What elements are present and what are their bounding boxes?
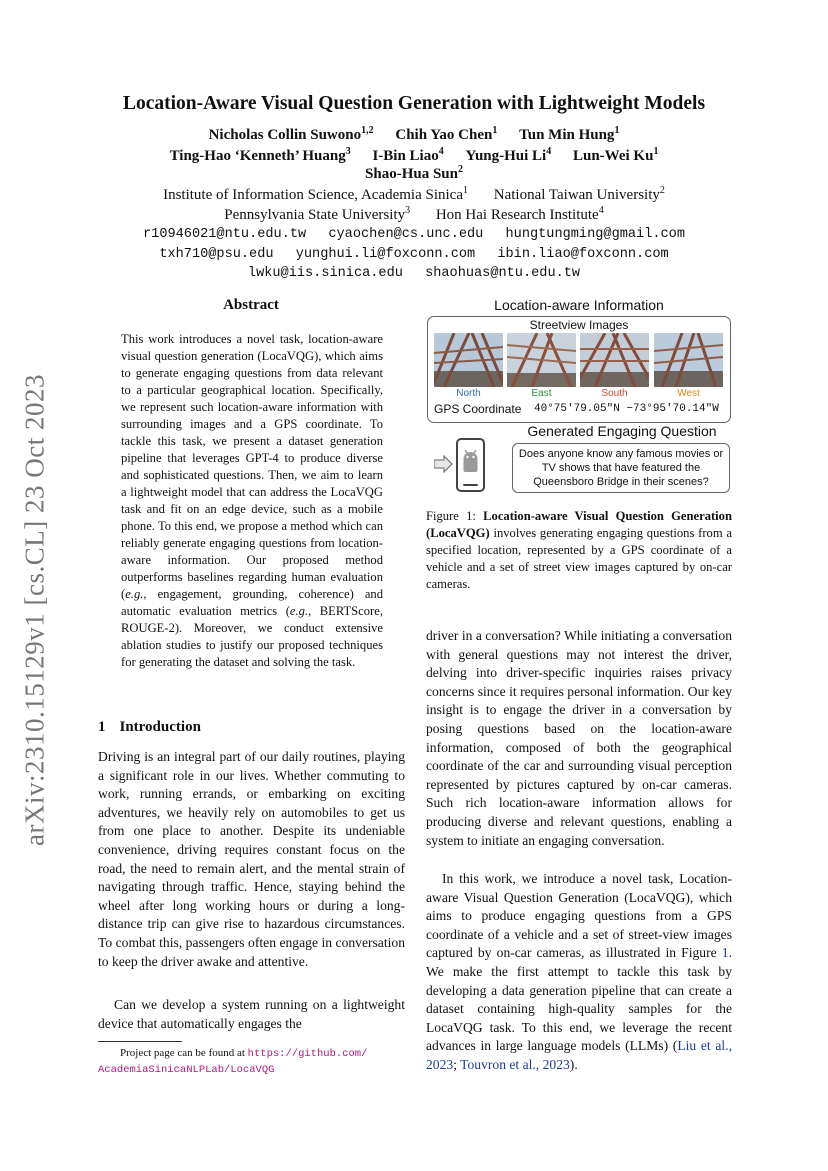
gps-label: GPS Coordinate — [434, 402, 522, 416]
streetview-image-north — [434, 333, 503, 387]
abstract-heading: Abstract — [223, 297, 279, 313]
author: Shao-Hua Sun$^2$ — [365, 164, 463, 182]
citation-link[interactable]: Touvron et al., 2023 — [460, 1056, 570, 1072]
author-line-1 — [60, 125, 768, 146]
author: Yung-Hui Li$^4$ — [465, 146, 552, 164]
author: Lun-Wei Ku$^1$ — [572, 146, 659, 164]
arxiv-identifier: arXiv:2310.15129v1 [cs.CL] 23 Oct 2023 — [19, 374, 50, 846]
affiliation-line-2 — [60, 205, 768, 226]
direction-label-west: West — [677, 388, 700, 399]
author: Tun Min Hung$^1$ — [519, 125, 620, 143]
intro-paragraph-2: Can we develop a system running on a lightweight device that automatically engages the — [98, 997, 405, 1031]
intro-paragraph-3: In this work, we introduce a novel task, Location-aware Visual Question Generation (LocaVQG), which aims to produce engaging questions from a GPS coordinate of a vehicle and a set of street-view images captured by on-car cameras, as illustrated in Figure 1. We make the first attempt to tackle this task by developing a data generation pipeline that can create a dataset containing high-quality samples for the LocaVQG task. To this end, we leverage the recent advances in large language models (LLMs) (Liu et al., 2023; Touvron et al., 2023). — [426, 871, 732, 1072]
email: ibin.liao@foxconn.com — [497, 247, 669, 262]
email-line-1 — [60, 224, 768, 245]
streetview-label: Streetview Images — [529, 318, 629, 332]
email: lwku@iis.sinica.edu — [247, 266, 403, 281]
author: Nicholas Collin Suwono$^{1,2}$ — [208, 125, 374, 143]
figure-title: Location-aware Information — [494, 297, 664, 313]
direction-label-south: South — [601, 388, 628, 399]
streetview-image-east — [507, 333, 576, 387]
email: cyaochen@cs.unc.edu — [328, 227, 484, 242]
author-line-3 — [60, 164, 768, 185]
citation-link[interactable]: Liu et al., 2023 — [426, 1038, 732, 1072]
direction-label-north: North — [456, 388, 481, 399]
figure-caption: Figure 1: Location-aware Visual Question Generation (LocaVQG) involves generating engaging questions from a specified location, represented by a GPS coordinate of a vehicle and a set of street view images captured by on-car cameras. — [426, 509, 732, 591]
affiliation: Hon Hai Research Institute$^4$ — [435, 205, 604, 223]
project-url-link-continued[interactable]: AcademiaSinicaNLPLab/LocaVQG — [98, 1064, 275, 1076]
generated-question-text: Does anyone know any famous movies or TV shows that have featured the Queensboro Bridge in their scenes? — [518, 448, 724, 488]
section-heading-introduction: 1 Introduction — [98, 719, 201, 735]
footnote-rule — [98, 1041, 182, 1042]
author: Chih Yao Chen$^1$ — [395, 125, 498, 143]
affiliation: National Taiwan University$^2$ — [493, 185, 665, 203]
email: txh710@psu.edu — [159, 247, 274, 262]
email: shaohuas@ntu.edu.tw — [425, 266, 581, 281]
generated-question-title: Generated Engaging Question — [527, 423, 717, 439]
intro-paragraph-1: Driving is an integral part of our daily routines, playing a significant role in our lives. Whether commuting to work, running errands, or embarking on exciting adventures, we heavily rely on automobiles to get us from one place to another. Despite its undeniable convenience, driving requires constant focus on the road, the need to remain alert, and the mental strain of navigating through traffic. Hence, staying behind the wheel after long working hours or during a long-distance trip can give rise to hazardous circumstances. To combat this, passengers often engage in conversation to keep the driver awake and attentive. — [98, 749, 405, 969]
affiliation: Institute of Information Science, Academia Sinica$^1$ — [163, 185, 468, 203]
author: I-Bin Liao$^4$ — [372, 146, 444, 164]
affiliation-line-1 — [60, 185, 768, 206]
email: yunghui.li@foxconn.com — [295, 247, 476, 262]
phone-robot-icon — [434, 436, 496, 494]
streetview-image-west — [654, 333, 723, 387]
email-line-3 — [60, 263, 768, 284]
email: hungtungming@gmail.com — [505, 227, 685, 242]
streetview-image-south — [580, 333, 649, 387]
footnote: Project page can be found at https://github.com/ AcademiaSinicaNLPLab/LocaVQG — [98, 1047, 368, 1076]
project-url-link[interactable]: https://github.com/ — [247, 1048, 368, 1060]
intro-paragraph-2-continued: driver in a conversation? While initiating a conversation with general questions may not interest the driver, delving into driver-specific inquiries raises privacy concerns since it requires personal information. Our key insight is to engage the driver in a conversation by posing questions based on the location-aware information, composed of both the geographical coordinate of the car and surrounding visual perception represented by pictures captured by on-car cameras. Such rich location-aware information allows for producing diverse and relevant questions, enabling a system to initiate an engaging conversation. — [426, 628, 732, 848]
email-line-2 — [60, 244, 768, 265]
figure-ref-link[interactable]: 1 — [721, 945, 729, 961]
author: Ting-Hao ‘Kenneth’ Huang$^3$ — [169, 146, 351, 164]
affiliation: Pennsylvania State University$^3$ — [224, 205, 411, 223]
email: r10946021@ntu.edu.tw — [143, 227, 307, 242]
arxiv-stamp — [10, 370, 60, 850]
direction-label-east: East — [531, 388, 552, 399]
gps-coordinate-value: 40°75'79.05"N −73°95'70.14"W — [534, 403, 719, 415]
abstract-body: This work introduces a novel task, location-aware visual question generation (LocaVQG), which aims to generate engaging questions from data relevant to a particular geographical location. Specifically, we represent such location-aware information with surrounding images and a GPS coordinate. To tackle this task, we present a dataset generation pipeline that leverages GPT-4 to produce diverse and sophisticated questions. Then, we aim to learn a lightweight model that can address the LocaVQG task and fit on an edge device, such as a mobile phone. To this end, we propose a method which can reliably generate engaging questions from location-aware information. Our proposed method outperforms baselines regarding human evaluation (e.g., engagement, grounding, coherence) and automatic evaluation metrics (e.g., BERTScore, ROUGE-2). Moreover, we conduct extensive ablation studies to justify our proposed techniques for generating the dataset and solving the task. — [121, 332, 383, 669]
paper-title: Location-Aware Visual Question Generation with Lightweight Models — [122, 93, 706, 114]
